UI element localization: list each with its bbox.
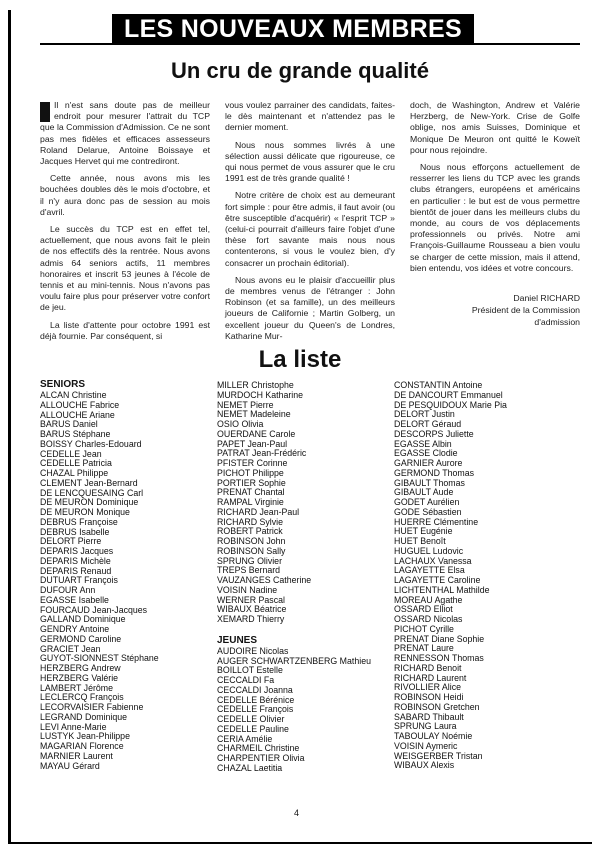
member-name: DE MEURON Monique	[40, 508, 130, 517]
member-name: BOILLOT Estelle	[217, 666, 283, 676]
member-name: ROBINSON Gretchen	[394, 702, 480, 712]
article-column-3	[410, 100, 580, 328]
member-name: GODET Aurélien	[394, 498, 460, 507]
article-paragraph: Il n'est sans doute pas de meilleur endroit pour mesurer l'attrait du TCP que la Commission d'Admission. Ce ne sont pas mes fidèles et efficaces assesseurs Roland Delarue, Antoine Boissaye et Jacques Hervet qui me contrediront.	[40, 100, 210, 167]
member-name: MARNIER Laurent	[40, 751, 113, 761]
member-name: XEMARD Thierry	[217, 615, 285, 624]
member-name: VOISIN Nadine	[217, 585, 278, 595]
member-name: DELORT Géraud	[394, 420, 462, 429]
member-name: LICHTENTHAL Mathilde	[394, 585, 490, 595]
member-name: DE PESQUIDOUX Marie Pia	[394, 400, 507, 410]
member-name: AUDOIRE Nicolas	[217, 646, 289, 656]
member-name: PFISTER Corinne	[217, 459, 288, 468]
member-name: GALLAND Dominique	[40, 615, 126, 625]
members-column-3	[394, 381, 569, 771]
member-name: HUET Benoît	[394, 537, 446, 546]
member-name: GODE Sébastien	[394, 507, 462, 517]
article-paragraph: Cette année, nous avons mis les bouchées doubles dès le mois d'octobre, et il n'y aura donc pas de session au mois d'avril.	[40, 173, 210, 217]
member-name: WERNER Pascal	[217, 595, 285, 605]
bottom-border-rule	[8, 842, 592, 844]
member-name: RICHARD Laurent	[394, 673, 467, 683]
member-name: CEDELLE François	[217, 705, 294, 715]
member-name: DELORT Justin	[394, 410, 455, 420]
member-name: CECCALDI Joanna	[217, 685, 293, 695]
article-headline: Un cru de grande qualité	[171, 58, 429, 83]
member-name: SABARD Thibault	[394, 712, 464, 722]
member-name: EGASSE Clodie	[394, 449, 458, 459]
member-name: CHAZAL Philippe	[40, 469, 109, 478]
member-name: CHAZAL Laetitia	[217, 763, 283, 773]
member-name: OSSARD Nicolas	[394, 615, 463, 624]
member-name: OUERDANE Carole	[217, 429, 296, 439]
member-name: DE DANCOURT Emmanuel	[394, 390, 503, 400]
member-name: DESCORPS Juliette	[394, 429, 474, 439]
member-name: DUTUART François	[40, 576, 118, 586]
article-paragraph: Nous nous sommes livrés à une sélection aussi délicate que rigoureuse, ce qui nous permet de vous assurer que le cru 1991 est de très grande qualité !	[225, 139, 395, 184]
member-name: MAGARIAN Florence	[40, 742, 124, 751]
member-name: HERZBERG Andrew	[40, 664, 121, 673]
member-name: ALLOUCHE Ariane	[40, 410, 115, 420]
member-name: FOURCAUD Jean-Jacques	[40, 605, 148, 615]
member-name: WIBAUX Béatrice	[217, 605, 287, 615]
member-name: CERIA Amélie	[217, 734, 273, 744]
member-name: CEDELLE Jean	[40, 449, 102, 459]
member-name: NEMET Pierre	[217, 400, 274, 410]
member-name: CHARMEIL Christine	[217, 744, 300, 754]
member-name: ROBINSON Heidi	[394, 693, 464, 702]
section-banner: LES NOUVEAUX MEMBRES	[112, 14, 474, 44]
article-paragraph: La liste d'attente pour octobre 1991 est déjà fournie. Par conséquent, si	[40, 319, 210, 341]
member-name: SPRUNG Laura	[394, 722, 457, 732]
signature-role: d'admission	[534, 317, 580, 328]
member-name: AUGER SCHWARTZENBERG Mathieu	[217, 656, 371, 666]
member-name: GRACIET Jean	[40, 644, 101, 654]
page-number: 4	[294, 808, 300, 818]
member-name: BOISSY Charles-Edouard	[40, 439, 142, 449]
member-name: DE MEURON Dominique	[40, 498, 139, 508]
member-name: ROBINSON Sally	[217, 546, 286, 556]
member-name: PRENAT Laure	[394, 644, 454, 654]
member-name: PICHOT Philippe	[217, 468, 284, 478]
member-name: RAMPAL Virginie	[217, 498, 284, 507]
member-name: DEBRUS Isabelle	[40, 527, 110, 537]
article-column-1	[40, 100, 210, 348]
member-name: LEVI Anne-Marie	[40, 722, 107, 732]
article-paragraph: vous voulez parrainer des candidats, faites-le dès maintenant et n'attendez pas le dernier moment.	[225, 100, 395, 133]
member-name: TREPS Bernard	[217, 566, 281, 576]
member-name: CLEMENT Jean-Bernard	[40, 478, 138, 488]
member-name: CHARPENTIER Olivia	[217, 754, 305, 763]
members-list	[217, 381, 392, 625]
member-name: LECLERCQ François	[40, 693, 124, 703]
member-name: OSSARD Elliot	[394, 605, 453, 615]
member-name: PRENAT Diane Sophie	[394, 634, 485, 644]
member-name: ALLOUCHE Fabrice	[40, 400, 120, 410]
members-list	[394, 381, 569, 771]
member-name: HUGUEL Ludovic	[394, 546, 464, 556]
member-name: GIBAULT Thomas	[394, 478, 465, 488]
drop-cap	[40, 102, 50, 122]
member-name: GARNIER Aurore	[394, 459, 463, 468]
member-name: RENNESSON Thomas	[394, 654, 484, 663]
left-border-rule	[8, 10, 11, 844]
member-name: DEPARIS Renaud	[40, 566, 112, 576]
member-name: LACHAUX Vanessa	[394, 556, 472, 566]
member-name: MURDOCH Katharine	[217, 390, 304, 400]
signature-block	[410, 292, 580, 328]
member-name: EGASSE Isabelle	[40, 595, 109, 605]
member-name: CEDELLE Olivier	[217, 715, 285, 724]
member-name: GERMOND Thomas	[394, 468, 475, 478]
member-name: PICHOT Cyrille	[394, 624, 454, 634]
member-name: WIBAUX Alexis	[394, 761, 455, 771]
member-name: PAPET Jean-Paul	[217, 439, 288, 449]
member-name: HUERRE Clémentine	[394, 517, 479, 527]
member-name: RICHARD Jean-Paul	[217, 507, 300, 517]
article-paragraph: Le succès du TCP est en effet tel, actuellement, que nous avons fait le plein de nos effectifs dès la rentrée. Nous avons admis 64 seniors actifs, 11 membres honoraires et inscrit 53 jeunes à l'école de tennis et au mini-tennis. Nous n'avons pas voulu faire plus pour préserver votre confort de jeu.	[40, 224, 210, 313]
article-column-2	[225, 100, 395, 348]
member-name: RICHARD Sylvie	[217, 517, 283, 527]
members-column-1	[40, 378, 215, 771]
member-name: RIVOLLIER Alice	[394, 683, 461, 693]
member-name: GIBAULT Aude	[394, 488, 454, 498]
member-name: LECORVAISIER Fabienne	[40, 703, 144, 712]
member-name: NEMET Madeleine	[217, 410, 291, 420]
member-name: VAUZANGES Catherine	[217, 576, 312, 585]
member-name: LUSTYK Jean-Philippe	[40, 732, 130, 742]
member-name: DE LENCQUESAING Carl	[40, 488, 144, 498]
member-name: GENDRY Antoine	[40, 625, 110, 634]
signature-name: Daniel RICHARD	[513, 293, 580, 304]
member-name: PRENAT Chantal	[217, 488, 285, 498]
member-name: CECCALDI Fa	[217, 676, 275, 685]
member-name: HUET Eugénie	[394, 527, 453, 537]
article-body	[40, 100, 580, 340]
article-paragraph: Notre critère de choix est au demeurant fort simple : pour être admis, il faut avoir (ou être susceptible d'acquérir) « l'esprit TCP » (celui-ci pourrait d'ailleurs faire l'objet d'une thèse fort savante mais nous nous contenterons, si vous le voulez bien, d'y consacrer un prochain éditorial).	[225, 190, 395, 268]
member-name: DEPARIS Michèle	[40, 556, 111, 566]
member-name: LAMBERT Jérôme	[40, 683, 114, 693]
article-paragraph: Nous nous efforçons actuellement de resserrer les liens du TCP avec les grands clubs étrangers, européens et américains en particulier : le but est de vous permettre bientôt de jouer dans les meilleurs clubs du monde, au cours de vos déplacements professionnels ou privés. Notre ami François-Guillaume Rousseau a bien voulu se charger de cette mission, mais il attend, bien entendu, vos idées et votre concours.	[410, 162, 580, 273]
member-name: ALCAN Christine	[40, 391, 107, 400]
member-name: LAGAYETTE Elsa	[394, 566, 465, 576]
member-name: GERMOND Caroline	[40, 634, 122, 644]
member-name: MILLER Christophe	[217, 381, 294, 390]
member-name: MAYAU Gérard	[40, 761, 100, 771]
member-name: TABOULAY Noémie	[394, 732, 473, 741]
member-name: GUYOT-SIONNEST Stéphane	[40, 654, 159, 664]
member-name: ROBERT Patrick	[217, 527, 283, 537]
signature-role: Président de la Commission	[471, 305, 580, 316]
member-name: DEBRUS Françoise	[40, 517, 118, 527]
member-name: ROBINSON John	[217, 537, 286, 546]
member-name: SPRUNG Olivier	[217, 556, 283, 566]
member-name: BARUS Stéphane	[40, 430, 111, 439]
article-paragraph: Nous avons eu le plaisir d'accueillir plus de membres venus de l'étranger : John Robinson (et sa famille), un des meilleurs joueurs de Californie ; Martin Golberg, un excellent joueur du Queen's de Londres, Katharine Mur-	[225, 274, 395, 341]
member-name: RICHARD Benoit	[394, 663, 462, 673]
members-column-2	[217, 381, 392, 774]
category-heading-jeunes: JEUNES	[217, 634, 258, 646]
member-name: LAGAYETTE Caroline	[394, 576, 481, 585]
members-list	[40, 391, 215, 771]
member-name: DEPARIS Jacques	[40, 547, 114, 556]
category-heading-seniors: SENIORS	[40, 379, 86, 390]
member-name: PATRAT Jean-Frédéric	[217, 449, 307, 459]
banner-rule	[40, 43, 580, 45]
member-name: CEDELLE Pauline	[217, 724, 289, 734]
member-name: BARUS Daniel	[40, 420, 98, 430]
member-name: CONSTANTIN Antoine	[394, 381, 483, 390]
member-name: CEDELLE Bérénice	[217, 695, 295, 705]
member-name: EGASSE Albin	[394, 439, 452, 449]
member-name: PORTIER Sophie	[217, 478, 286, 488]
member-name: OSIO Olivia	[217, 420, 264, 429]
member-name: VOISIN Aymeric	[394, 741, 458, 751]
member-name: HERZBERG Valérie	[40, 673, 119, 683]
list-title: La liste	[258, 346, 342, 373]
members-list	[217, 647, 392, 774]
member-name: LEGRAND Dominique	[40, 712, 128, 722]
article-paragraph: doch, de Washington, Andrew et Valérie Herzberg, de New-York. Crise de Golfe oblige, nos amis Suisses, Dominique et Monique De Meuron ont quitté le Koweït pour nous rejoindre.	[410, 100, 580, 155]
member-name: DUFOUR Ann	[40, 586, 96, 595]
member-name: CEDELLE Patricia	[40, 459, 112, 469]
member-name: WEISGERBER Tristan	[394, 751, 483, 761]
member-name: DELORT Pierre	[40, 537, 102, 547]
member-name: MOREAU Agathe	[394, 595, 463, 605]
